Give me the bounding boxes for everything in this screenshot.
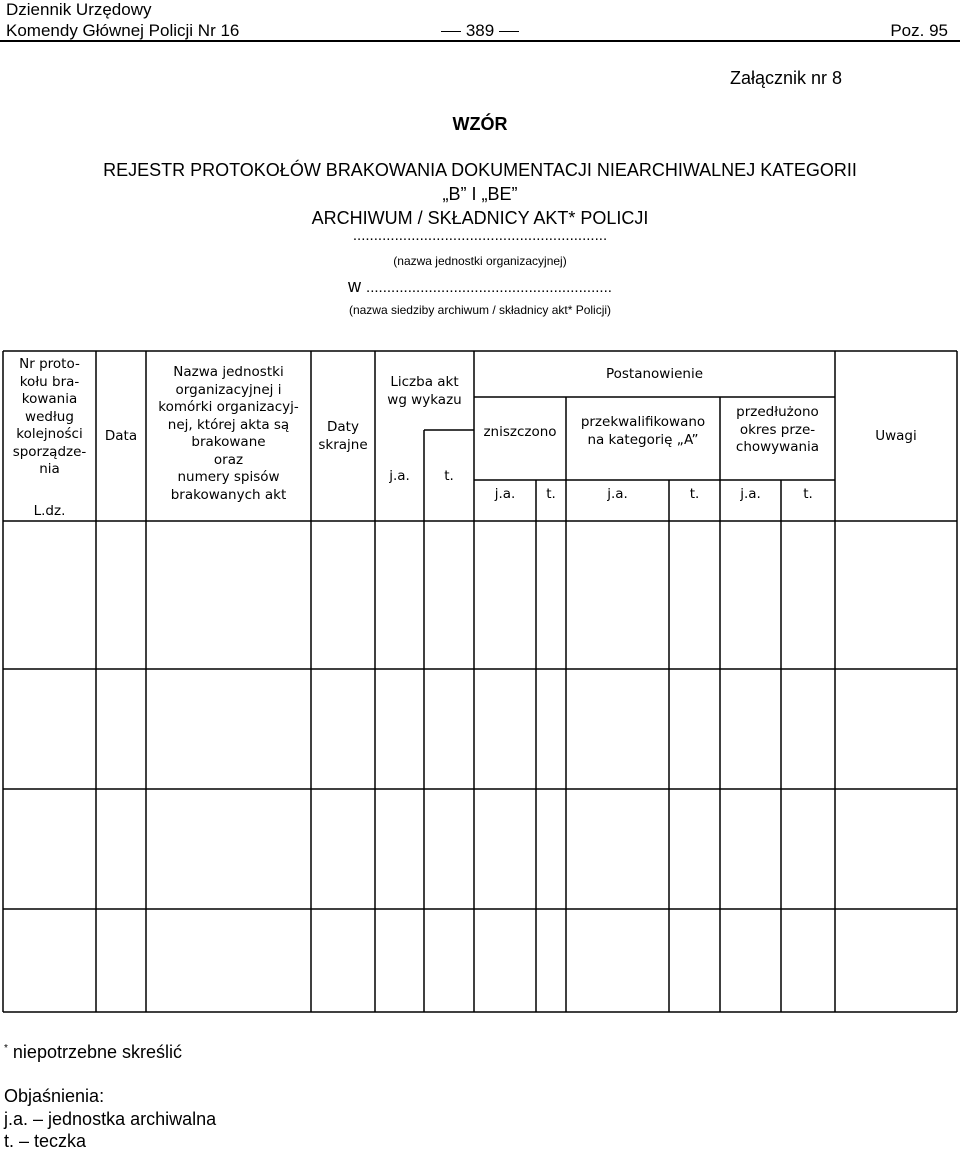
journal-title: Dziennik Urzędowy <box>6 0 152 19</box>
col-header-destroyed-t: t. <box>546 486 556 502</box>
seat-dots-line: ........................................................... <box>366 279 612 296</box>
col-header-date-range: Daty skrajne <box>318 419 368 453</box>
explanations-heading: Objaśnienia: <box>4 1086 105 1106</box>
table-row[interactable] <box>3 669 957 789</box>
unit-name-dots[interactable]: ............................................................. <box>352 227 608 244</box>
template-label: WZÓR <box>452 114 508 134</box>
title-line-3: ARCHIWUM / SKŁADNICY AKT* POLICJI <box>311 208 649 228</box>
seat-caption: (nazwa siedziby archiwum / składnicy akt* Policji) <box>348 303 612 317</box>
col-header-protocol-number: Nr proto- kołu bra- kowania według kolejności sporządze- nia <box>12 356 87 477</box>
page-number: 389 <box>438 21 522 41</box>
explanation-ja: j.a. – jednostka archiwalna <box>4 1109 217 1129</box>
col-header-decision: Postanowienie <box>605 366 704 382</box>
explanation-t: t. – teczka <box>4 1131 87 1151</box>
col-header-extended-ja: j.a. <box>740 486 761 502</box>
unit-name-caption: (nazwa jednostki organizacyjnej) <box>393 254 567 268</box>
table-row[interactable] <box>3 789 957 909</box>
title-line-1: REJESTR PROTOKOŁÓW BRAKOWANIA DOKUMENTACJI NIEARCHIWALNEJ KATEGORII <box>103 160 857 180</box>
table-row[interactable] <box>3 521 957 669</box>
col-header-count-ja: j.a. <box>389 468 410 484</box>
table-row[interactable] <box>3 909 957 1012</box>
col-header-remarks: Uwagi <box>875 428 917 444</box>
col-header-unit-name: Nazwa jednostki organizacyjnej i komórki organizacyj- nej, której akta są brakowane oraz numery spisów brakowanych akt <box>158 364 299 503</box>
title-line-2: „B” I „BE” <box>442 184 518 204</box>
col-header-extended-t: t. <box>803 486 813 502</box>
col-header-file-count: Liczba akt wg wykazu <box>387 374 462 408</box>
col-header-reclassified-t: t. <box>689 486 700 502</box>
col-header-destroyed: zniszczono <box>483 424 557 440</box>
col-header-reclassified-ja: j.a. <box>607 486 628 502</box>
col-header-extended: przedłużono okres prze- chowywania <box>735 404 820 455</box>
col-header-ldz: L.dz. <box>33 503 66 519</box>
annex-label: Załącznik nr 8 <box>729 68 842 88</box>
footnote: * niepotrzebne skreślić <box>4 1042 183 1062</box>
col-header-reclassified: przekwalifikowano na kategorię „A” <box>580 414 706 448</box>
journal-issue: Komendy Głównej Policji Nr 16 <box>6 21 240 40</box>
col-header-count-t: t. <box>444 468 454 484</box>
w-prefix: w <box>348 276 367 296</box>
position-number: Poz. 95 <box>890 21 948 40</box>
col-header-destroyed-ja: j.a. <box>494 486 516 502</box>
col-header-date: Data <box>104 428 138 444</box>
